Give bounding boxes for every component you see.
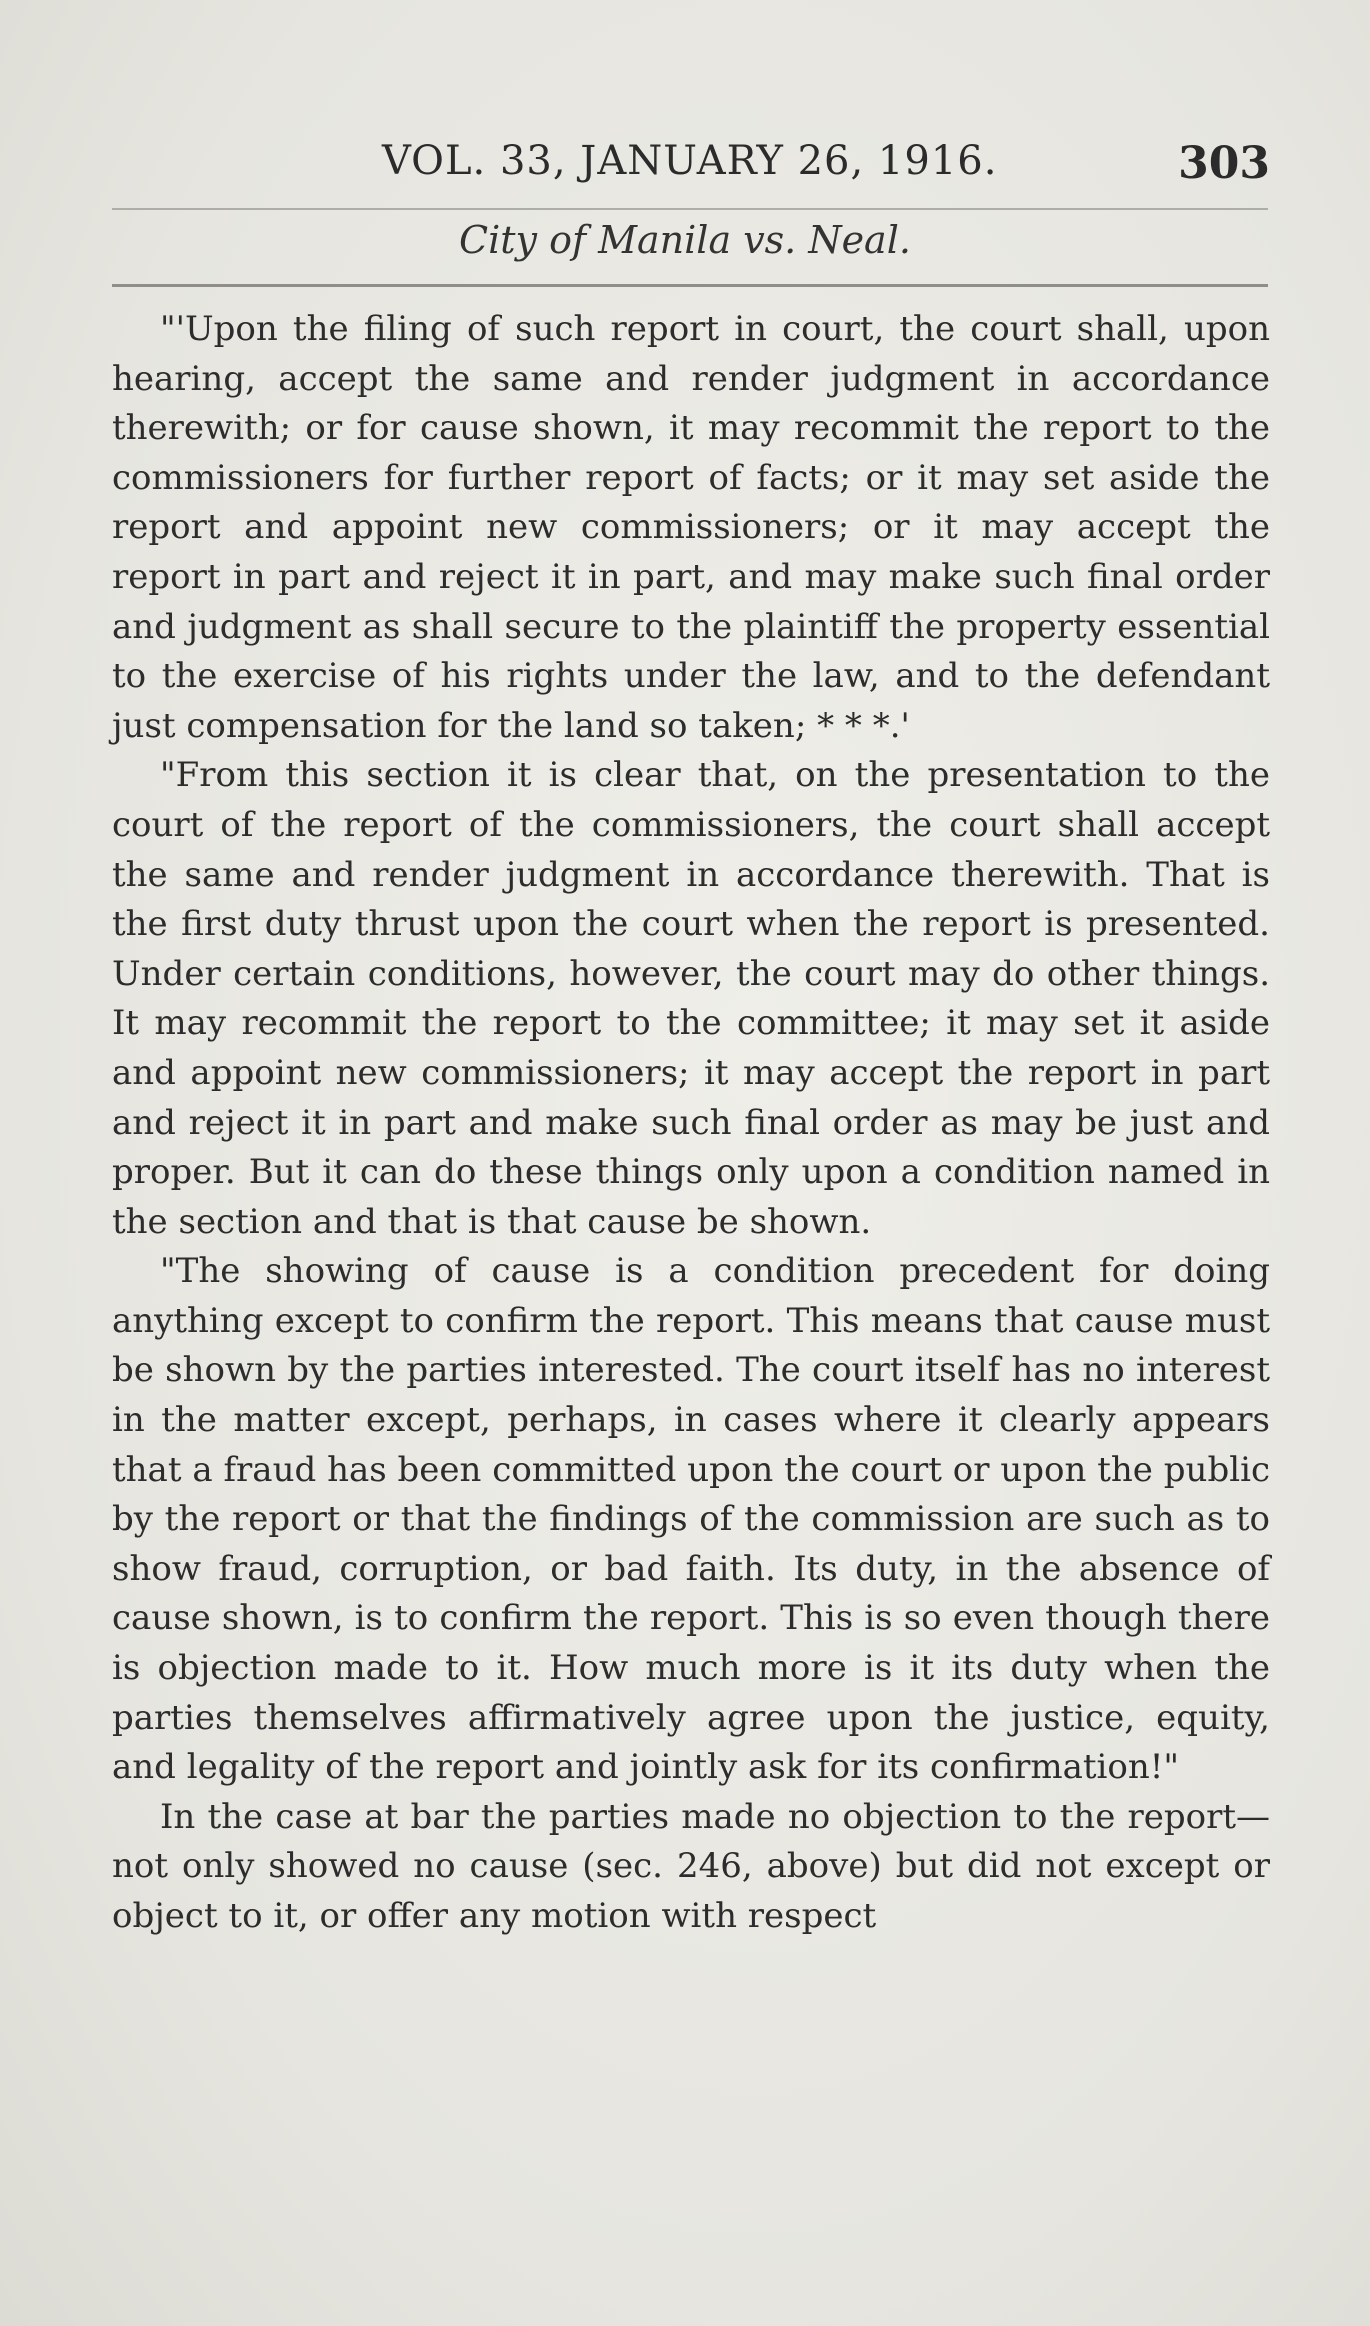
running-head: VOL. 33, JANUARY 26, 1916. [382, 138, 998, 184]
body-text [112, 305, 1270, 1942]
header-rule-bottom [112, 284, 1268, 287]
paragraph-showing-of-cause: "The showing of cause is a condition precedent for doing anything except to confirm the report. This means that cause must be shown by the parties interested. The court itself has no interest in the matter except, perhaps, in cases where it clearly appears that a fraud has been committed upon the court or upon the public by the report or that the findings of the commission are such as to show fraud, corruption, or bad faith. Its duty, in the absence of cause shown, is to confirm the report. This is so even though there is objection made to it. How much more is it its duty when the parties themselves affirmatively agree upon the justice, equity, and legality of the report and jointly ask for its confirmation!" [112, 1251, 1270, 1788]
page-number: 303 [1178, 138, 1270, 189]
paragraph-section-analysis: "From this section it is clear that, on the presentation to the court of the report of the commissioners, the court shall accept the same and render judgment in accordance therewith. That is the first duty thrust upon the court when the report is presented. Under certain conditions, however, the court may do other things. It may recommit the report to the committee; it may set it aside and appoint new commissioners; it may accept the report in part and reject it in part and make such final order as may be just and proper. But it can do these things only upon a condition named in the section and that is that cause be shown. [112, 755, 1270, 1242]
case-title: City of Manila vs. Neal. [459, 218, 911, 262]
header-rule-top [112, 208, 1268, 210]
page-header [110, 138, 1270, 198]
paragraph-case-at-bar: In the case at bar the parties made no objection to the report—not only showed no cause (sec. 246, above) but did not except or object to it, or offer any motion with respect [112, 1796, 1270, 1936]
paragraph-quoted-statute: "'Upon the filing of such report in court, the court shall, upon hearing, accept the same and render judgment in accordance therewith; or for cause shown, it may recommit the report to the commissioners for further report of facts; or it may set aside the report and appoint new commissioners; or it may accept the report in part and reject it in part, and may make such final order and judgment as shall secure to the plaintiff the property essential to the exercise of his rights under the law, and to the defendant just compensation for the land so taken; * * *.' [112, 309, 1270, 746]
